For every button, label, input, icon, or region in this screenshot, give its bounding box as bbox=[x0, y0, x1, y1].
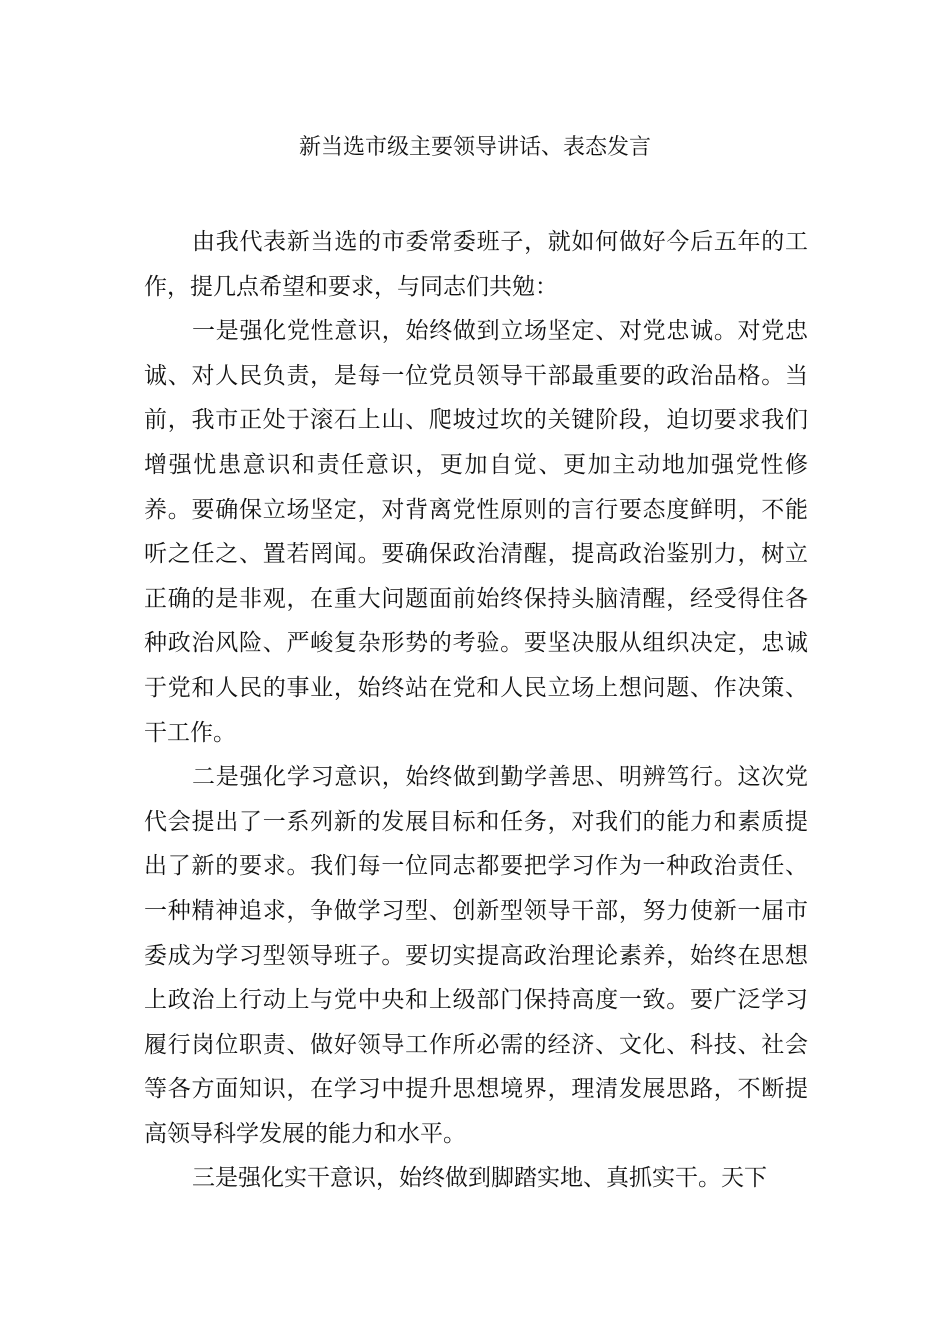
paragraph-intro: 由我代表新当选的市委常委班子，就如何做好今后五年的工作，提几点希望和要求，与同志们共勉： bbox=[144, 229, 808, 300]
paragraph-party-spirit: 一是强化党性意识，始终做到立场坚定、对党忠诚。对党忠诚、对人民负责，是每一位党员领导干部最重要的政治品格。当前，我市正处于滚石上山、爬坡过坎的关键阶段，迫切要求我们增强忧患意识和责任意识，更加自觉、更加主动地加强党性修养。要确保立场坚定，对背离党性原则的言行要态度鲜明，不能听之任之、置若罔闻。要确保政治清醒，提高政治鉴别力，树立正确的是非观，在重大问题面前始终保持头脑清醒，经受得住各种政治风险、严峻复杂形势的考验。要坚决服从组织决定，忠诚于党和人民的事业，始终站在党和人民立场上想问题、作决策、干工作。 bbox=[144, 318, 808, 746]
paragraph-practical-work: 三是强化实干意识，始终做到脚踏实地、真抓实干。天下 bbox=[192, 1165, 767, 1192]
document-title: 新当选市级主要领导讲话、表态发言 bbox=[298, 135, 651, 160]
paragraph-learning: 二是强化学习意识，始终做到勤学善思、明辨笃行。这次党代会提出了一系列新的发展目标和任务，对我们的能力和素质提出了新的要求。我们每一位同志都要把学习作为一种政治责任、一种精神追求，争做学习型、创新型领导干部，努力使新一届市委成为学习型领导班子。要切实提高政治理论素养，始终在思想上政治上行动上与党中央和上级部门保持高度一致。要广泛学习履行岗位职责、做好领导工作所必需的经济、文化、科技、社会等各方面知识，在学习中提升思想境界，理清发展思路，不断提高领导科学发展的能力和水平。 bbox=[144, 764, 808, 1147]
document-body bbox=[144, 220, 808, 1201]
